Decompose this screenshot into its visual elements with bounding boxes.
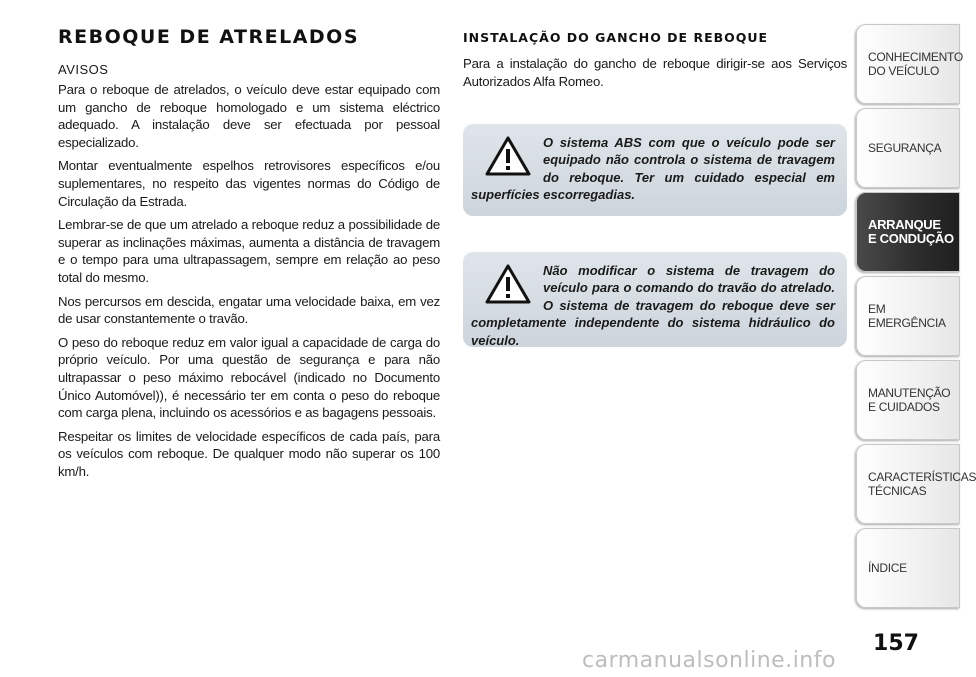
paragraph-installation: Para a instalação do gancho de reboque dirigir-se aos Serviços Autorizados Alfa Romeo. [463,56,847,89]
paragraph-speed: Respeitar os limites de velocidade específicos de cada país, para os veículos com reboque. De qualquer modo não superar os 100 km/h. [58,428,440,479]
warning-triangle-icon [485,136,531,176]
tab-label: MANUTENÇÃO E CUIDADOS [868,386,951,414]
tab-caracteristicas[interactable] [856,444,976,524]
warning-box-abs [463,124,847,216]
tab-label: CARACTERÍSTICAS TÉCNICAS [868,470,976,498]
warning-box-brake [463,252,847,347]
watermark-text: carmanualsonline.info [582,648,836,673]
paragraph-equipment: Para o reboque de atrelados, o veículo deve estar equipado com um gancho de reboque homologado e um sistema eléctrico adequado. A instalação deve ser efectuada por pessoal especializado. [58,82,440,150]
left-column [58,26,440,486]
tab-emergencia[interactable] [856,276,960,356]
tab-label: SEGURANÇA [868,141,942,155]
chapter-tabs [856,24,976,612]
tab-manutencao[interactable] [856,360,960,440]
tab-indice[interactable] [856,528,960,608]
tab-label: ÍNDICE [868,561,907,575]
tab-label: ARRANQUE E CONDUÇÃO [868,217,954,246]
paragraph-weight: O peso do reboque reduz em valor igual a capacidade de carga do próprio veículo. Por uma questão de segurança e para não ultrapassar o peso máximo rebocável (indicado no Documento Único Automóvel)), é necessário ter em conta o peso do reboque com carga plena, incluindo os acessórios e as bagagens pessoais. [58,334,440,421]
tab-arranque-active[interactable] [856,192,960,272]
tab-label: EM EMERGÊNCIA [868,302,946,330]
warning-text-brake: Não modificar o sistema de travagem do veículo para o comando do travão do atrelado. O sistema de travagem do reboque deve ser completamente independente do sistema hidráulico do veículo. [471,263,835,348]
paragraph-mirrors: Montar eventualmente espelhos retrovisores específicos e/ou suplementares, no respeito das vigentes normas do Código de Circulação da Estrada. [58,158,440,209]
warning-text-abs: O sistema ABS com que o veículo pode ser equipado não controla o sistema de travagem do reboque. Ter um cuidado especial em superfícies escorregadias. [471,135,835,203]
tab-label: CONHECIMENTO DO VEÍCULO [868,50,963,78]
tab-conhecimento[interactable] [856,24,963,104]
avisos-heading: AVISOS [58,62,109,77]
section-title: REBOQUE DE ATRELADOS [58,26,360,48]
tab-seguranca[interactable] [856,108,960,188]
right-column [463,26,847,96]
warning-triangle-icon [485,264,531,304]
subsection-title: INSTALAÇÃO DO GANCHO DE REBOQUE [463,30,769,45]
page-number: 157 [873,631,919,656]
paragraph-inclinations: Lembrar-se de que um atrelado a reboque reduz a possibilidade de superar as inclinações máximas, aumenta a distância de travagem e o tempo para uma ultrapassagem, sempre em relação ao peso total do mesmo. [58,217,440,285]
paragraph-descent: Nos percursos em descida, engatar uma velocidade baixa, em vez de usar constantemente o travão. [58,293,440,327]
